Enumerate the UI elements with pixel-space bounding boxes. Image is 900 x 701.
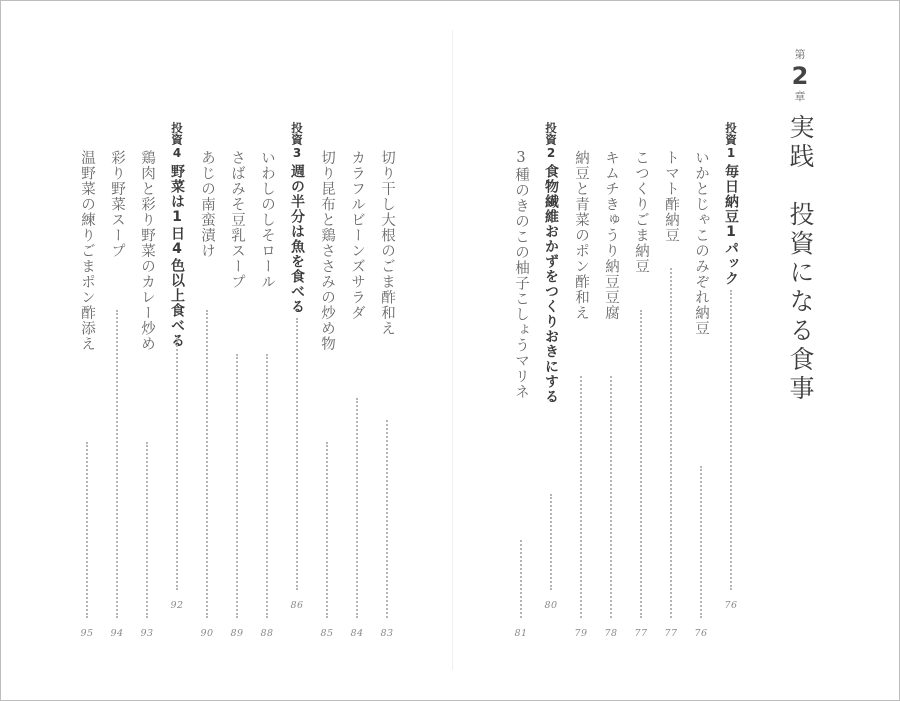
toc-leader-dots [146,442,148,618]
chapter-label-bottom: 章 [794,90,806,103]
page-number: 88 [260,628,274,639]
section-label: 投資 [170,122,184,145]
toc-item[interactable] [196,150,218,639]
section-title: 食物繊維おかずをつくりおきにする [543,164,559,404]
toc-item-title: 切り干し大根のごま酢和え [379,150,395,336]
toc-item-title: あじの南蛮漬け [199,150,215,259]
toc-item[interactable] [660,150,682,639]
toc-leader-dots [236,354,238,618]
page-number: 76 [694,628,708,639]
toc-item[interactable] [570,150,592,639]
toc-item-title: いかとじゃこのみぞれ納豆 [693,150,709,336]
toc-item-title: いわしのしそロール [259,150,275,290]
toc-leader-dots [386,420,388,618]
page-number: 83 [380,628,394,639]
toc-section-1[interactable] [720,122,742,611]
toc-leader-dots [206,310,208,618]
page-number: 92 [170,600,184,611]
toc-item[interactable] [690,150,712,639]
toc-leader-dots [700,466,702,618]
toc-item-title: 彩り野菜スープ [109,150,125,259]
toc-item-title: 3種のきのこの柚子こしょうマリネ [513,150,529,400]
toc-section-4[interactable] [166,122,188,611]
chapter-heading [780,48,820,104]
toc-item[interactable] [106,150,128,639]
toc-leader-dots [266,354,268,618]
toc-item-title: 納豆と青菜のポン酢和え [573,150,589,321]
page-number: 95 [80,628,94,639]
toc-leader-dots [296,318,298,590]
toc-leader-dots [86,442,88,618]
toc-leader-dots [116,310,118,618]
toc-item-title: カラフルビーンズサラダ [349,150,365,321]
toc-item-title: トマト酢納豆 [663,150,679,243]
page-number: 77 [634,628,648,639]
toc-leader-dots [520,540,522,618]
toc-leader-dots [326,442,328,618]
page-number: 79 [574,628,588,639]
toc-item-title: 温野菜の練りごまポン酢添え [79,150,95,352]
toc-item-title: こつくりごま納豆 [633,150,649,274]
page-number: 84 [350,628,364,639]
toc-item[interactable] [226,150,248,639]
page-number: 76 [724,600,738,611]
toc-leader-dots [580,376,582,618]
section-title: 毎日納豆1パック [723,164,739,286]
toc-leader-dots [610,376,612,618]
section-label: 投資 [724,122,738,145]
section-number: 2 [546,146,556,160]
toc-leader-dots [640,310,642,618]
chapter-label-top: 第 [794,48,806,61]
section-label: 投資 [290,122,304,145]
page-number: 94 [110,628,124,639]
page-number: 85 [320,628,334,639]
page-number: 78 [604,628,618,639]
toc-item[interactable] [136,150,158,639]
toc-item[interactable] [76,150,98,639]
section-number: 1 [726,146,736,160]
toc-item-title: さばみそ豆乳スープ [229,150,245,290]
page-number: 89 [230,628,244,639]
section-label: 投資 [544,122,558,145]
section-number: 3 [292,146,302,160]
toc-section-2[interactable] [540,122,562,611]
toc-section-3[interactable] [286,122,308,611]
page-number: 90 [200,628,214,639]
toc-item[interactable] [346,150,368,639]
page-number: 77 [664,628,678,639]
toc-leader-dots [176,338,178,590]
page-number: 81 [514,628,528,639]
section-title: 野菜は1日4色以上食べる [169,164,185,348]
toc-leader-dots [550,494,552,590]
chapter-number: 2 [791,62,809,90]
section-number: 4 [172,146,182,160]
toc-leader-dots [670,268,672,618]
toc-item[interactable] [316,150,338,639]
page-number: 93 [140,628,154,639]
toc-leader-dots [356,398,358,618]
toc-item-title: 鶏肉と彩り野菜のカレー炒め [139,150,155,352]
page-number: 80 [544,600,558,611]
toc-item[interactable] [510,150,532,639]
toc-item[interactable] [256,150,278,639]
page-number: 86 [290,600,304,611]
toc-item-title: 切り昆布と鶏ささみの炒め物 [319,150,335,352]
section-title: 週の半分は魚を食べる [289,164,305,314]
toc-item[interactable] [600,150,622,639]
toc-item[interactable] [376,150,398,639]
toc-leader-dots [730,290,732,590]
toc-item[interactable] [630,150,652,639]
book-spine [452,30,453,670]
chapter-title: 実践 投資になる食事 [786,114,815,404]
toc-item-title: キムチきゅうり納豆豆腐 [603,150,619,321]
